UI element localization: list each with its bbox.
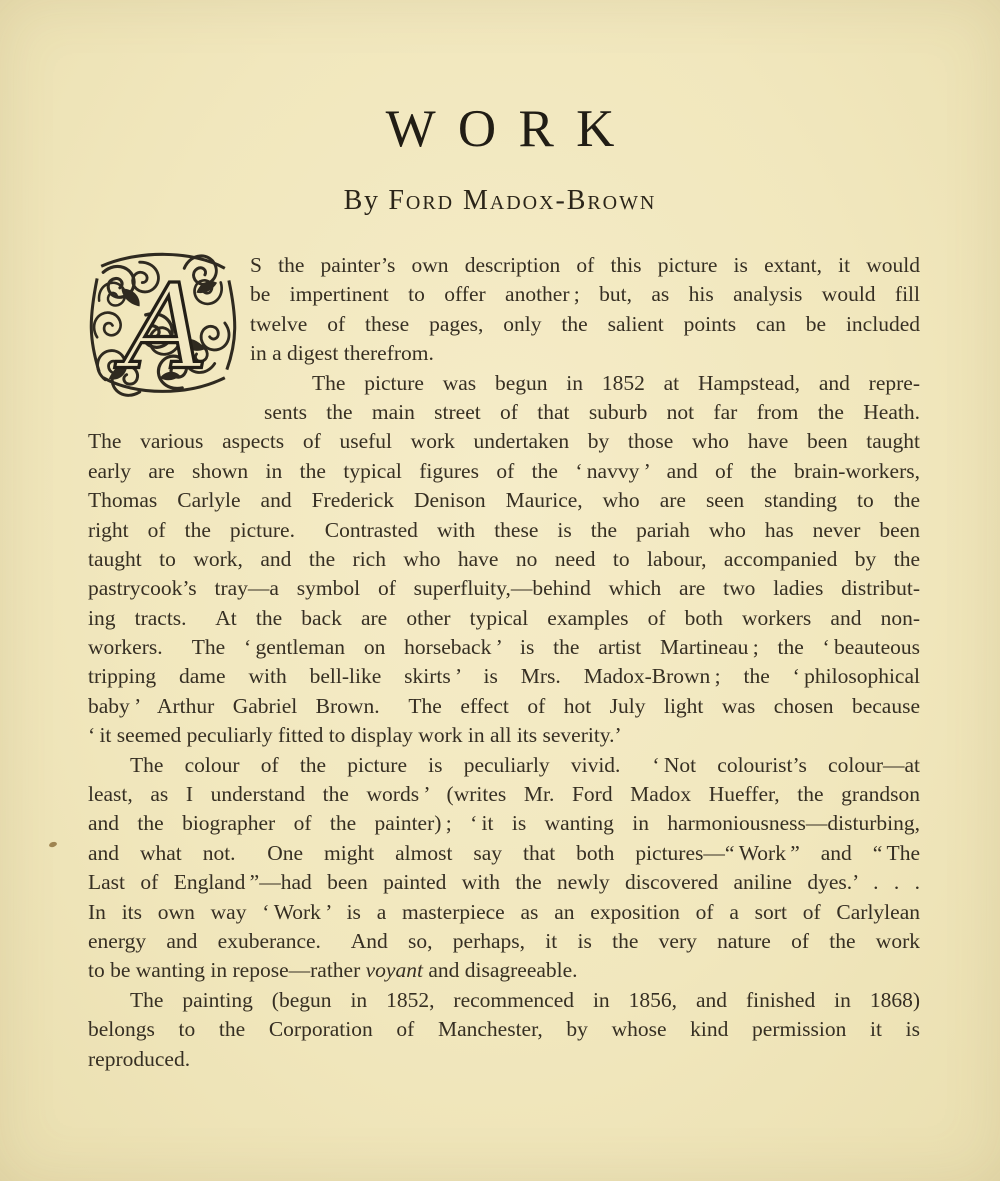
drop-cap-ornament [86,248,240,398]
text-line: and the biographer of the painter) ; ‘ it is wanting in harmoniousness—disturbing, [88,811,920,836]
text-line: ing tracts. At the back are other typical examples of both workers and non- [88,605,920,630]
text-line: ‘ it seemed peculiarly fitted to display work in all its severity.’ [88,723,622,748]
text-line: baby ’ Arthur Gabriel Brown. The effect of hot July light was chosen because [88,693,920,718]
byline-name: Ford Madox-Brown [388,185,657,216]
text-line: workers. The ‘ gentleman on horseback ’ is the artist Martineau ; the ‘ beauteous [88,635,920,660]
text-line: least, as I understand the words ’ (writes Mr. Ford Madox Hueffer, the grandson [88,782,920,807]
text-line: The various aspects of useful work undertaken by those who have been taught [88,429,920,454]
text-line: The colour of the picture is peculiarly vivid. ‘ Not colourist’s colour—at [130,752,920,777]
text-line: In its own way ‘ Work ’ is a masterpiece as an exposition of a sort of Carlylean [88,899,920,924]
text-line: sents the main street of that suburb not far from the Heath. [264,399,920,424]
text-line: belongs to the Corporation of Manchester, by whose kind permission it is [88,1017,920,1042]
voyant-italic-word: voyant [365,958,423,983]
text-line: twelve of these pages, only the salient points can be included [250,311,920,336]
text-segment: to be wanting in repose—rather [88,958,366,983]
text-line: Last of England ”—had been painted with the newly discovered aniline dyes.’ . . . [88,870,920,895]
margin-foxing-speck [48,841,57,848]
byline-prefix: By [343,185,380,216]
drop-cap-letter: A [123,258,209,396]
text-line: pastrycook’s tray—a symbol of superfluity,—behind which are two ladies distribut- [88,576,920,601]
page-title: WORK [385,100,637,158]
text-line [88,956,920,985]
text-line: The picture was begun in 1852 at Hampstead, and repre- [312,370,920,395]
text-line: S the painter’s own description of this picture is extant, it would [250,253,920,277]
text-line: tripping dame with bell-like skirts ’ is Mrs. Madox-Brown ; the ‘ philosophical [88,664,920,689]
byline [0,187,1000,215]
text-line: right of the picture. Contrasted with these is the pariah who has never been [88,517,920,542]
body-text [88,251,920,1074]
text-line: in a digest therefrom. [250,341,434,366]
text-line: and what not. One might almost say that both pictures—“ Work ” and “ The [88,840,920,865]
text-line: Thomas Carlyle and Frederick Denison Maurice, who are seen standing to the [88,488,920,513]
text-line: taught to work, and the rich who have no need to labour, accompanied by the [88,546,920,571]
text-segment: and disagreeable. [422,958,578,983]
text-line: be impertinent to offer another ; but, as his analysis would fill [250,282,920,307]
text-line: The painting (begun in 1852, recommenced in 1856, and finished in 1868) [130,987,920,1012]
text-line: reproduced. [88,1046,191,1071]
text-line: early are shown in the typical figures of the ‘ navvy ’ and of the brain-workers, [88,458,920,483]
text-line: energy and exuberance. And so, perhaps, it is the very nature of the work [88,928,920,953]
